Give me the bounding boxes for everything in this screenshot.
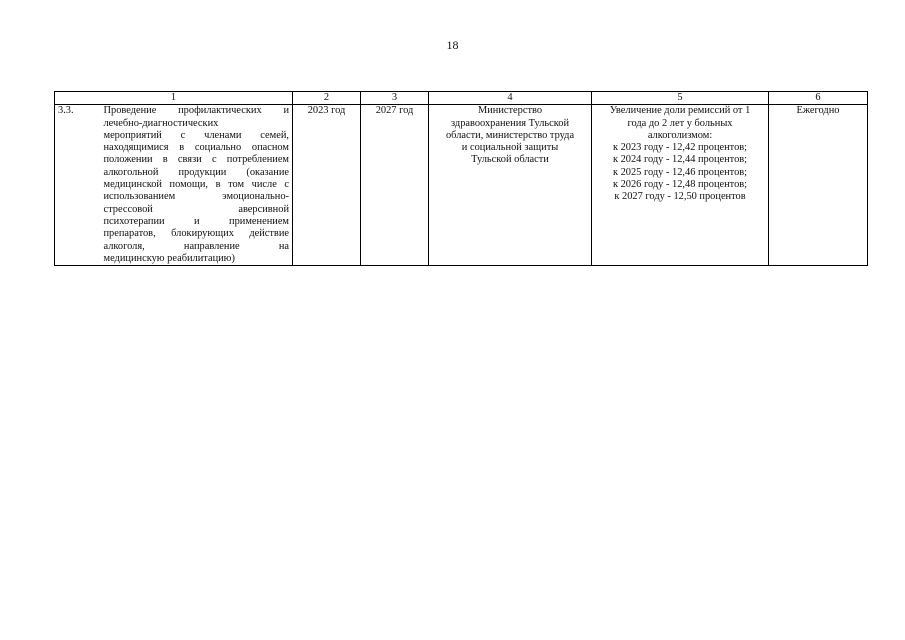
responsible-line: Тульской области <box>471 154 549 166</box>
measures-table <box>54 91 868 266</box>
description-line: медицинскую реабилитацию) <box>103 252 235 264</box>
page-number: 18 <box>446 38 459 52</box>
item-number: 3.3. <box>55 105 101 266</box>
description-line: алкогольной продукции (оказание <box>103 166 290 178</box>
result-line: к 2027 году - 12,50 процентов <box>614 191 746 203</box>
description-line: препаратов, блокирующих действие <box>103 228 290 240</box>
result-line: к 2026 году - 12,48 процентов; <box>612 179 748 191</box>
responsible-line: здравоохранения Тульской <box>451 117 570 129</box>
description-line: лечебно-диагностических <box>103 117 219 129</box>
description-line: мероприятий с членами семей, <box>103 129 290 141</box>
header-col-5: 5 <box>592 92 769 105</box>
result-line: года до 2 лет у больных <box>627 117 733 129</box>
result-line: к 2024 году - 12,44 процентов; <box>612 154 748 166</box>
frequency: Ежегодно <box>769 105 868 266</box>
description-line: находящимися в социально опасном <box>103 142 290 154</box>
responsible-executor <box>429 105 592 266</box>
responsible-line: Министерство <box>477 105 543 117</box>
result-line: к 2025 году - 12,46 процентов; <box>612 166 748 178</box>
header-col-3: 3 <box>361 92 429 105</box>
description-line: Проведение профилактических и <box>103 105 290 117</box>
header-col-2: 2 <box>293 92 361 105</box>
responsible-line: области, министерство труда <box>445 129 575 141</box>
header-col-4: 4 <box>429 92 592 105</box>
description-line: стрессовой аверсивной <box>103 203 290 215</box>
table-row <box>55 105 868 266</box>
measure-description <box>101 105 293 266</box>
end-year: 2027 год <box>361 105 429 266</box>
result-line: алкоголизмом: <box>647 129 713 141</box>
description-line: положении в связи с потреблением <box>103 154 290 166</box>
expected-result <box>592 105 769 266</box>
description-line: медицинской помощи, в том числе с <box>103 179 290 191</box>
result-line: Увеличение доли ремиссий от 1 <box>609 105 751 117</box>
header-col-1: 1 <box>55 92 293 105</box>
description-line: использованием эмоционально- <box>103 191 290 203</box>
description-line: психотерапии и применением <box>103 215 290 227</box>
header-row <box>55 92 868 105</box>
responsible-line: и социальной защиты <box>461 142 559 154</box>
header-col-6: 6 <box>769 92 868 105</box>
description-line: алкоголя, направление на <box>103 240 290 252</box>
result-line: к 2023 году - 12,42 процентов; <box>612 142 748 154</box>
start-year: 2023 год <box>293 105 361 266</box>
